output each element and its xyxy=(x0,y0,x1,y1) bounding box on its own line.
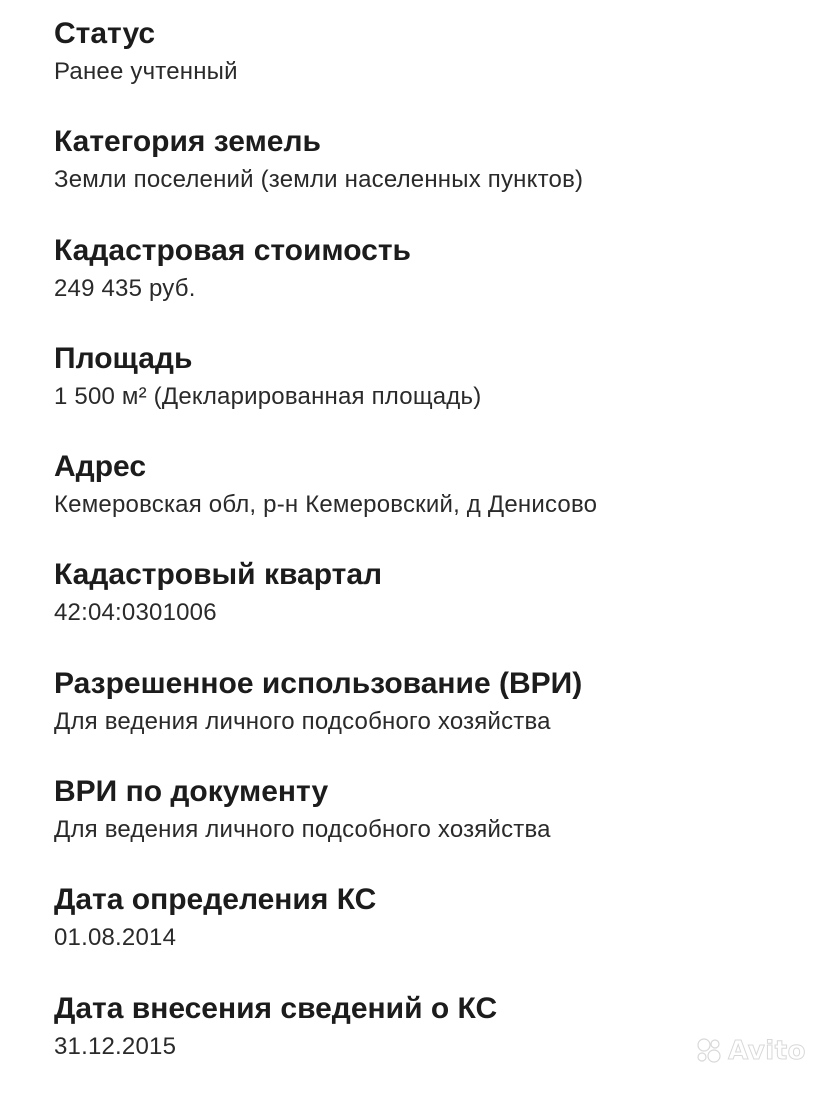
field-land-category xyxy=(54,122,814,230)
field-label: Площадь xyxy=(54,341,193,375)
field-label: ВРИ по документу xyxy=(54,775,329,809)
field-value: 1 500 м² (Декларированная площадь) xyxy=(54,382,482,410)
field-label: Дата внесения сведений о КС xyxy=(54,991,498,1025)
field-value: Кемеровская обл, р-н Кемеровский, д Денисово xyxy=(54,491,598,519)
avito-watermark xyxy=(694,1036,806,1066)
watermark-text: Avito xyxy=(728,1036,806,1066)
field-permitted-use-by-document xyxy=(54,772,814,880)
field-valuation-date xyxy=(54,880,814,988)
field-label: Категория земель xyxy=(54,125,321,159)
field-value: 42:04:0301006 xyxy=(54,599,217,627)
field-value: Земли поселений (земли населенных пунктов) xyxy=(54,166,584,194)
field-value: Ранее учтенный xyxy=(54,58,238,85)
field-label: Разрешенное использование (ВРИ) xyxy=(54,666,583,700)
field-value: Для ведения личного подсобного хозяйства xyxy=(54,707,551,735)
field-value: 31.12.2015 xyxy=(54,1032,177,1060)
field-label: Статус xyxy=(54,17,156,50)
field-area xyxy=(54,339,814,447)
field-label: Дата определения КС xyxy=(54,883,377,917)
field-value: 01.08.2014 xyxy=(54,924,177,952)
field-cadastral-quarter xyxy=(54,555,814,663)
field-permitted-use xyxy=(54,664,814,772)
property-details-list xyxy=(54,14,814,1097)
field-value: 249 435 руб. xyxy=(54,274,196,302)
field-address xyxy=(54,447,814,555)
field-label: Кадастровая стоимость xyxy=(54,233,411,267)
field-status xyxy=(54,14,814,122)
field-cadastral-value xyxy=(54,231,814,339)
field-label: Адрес xyxy=(54,450,147,484)
field-value: Для ведения личного подсобного хозяйства xyxy=(54,816,551,844)
field-label: Кадастровый квартал xyxy=(54,558,383,592)
avito-logo-icon xyxy=(694,1036,724,1066)
